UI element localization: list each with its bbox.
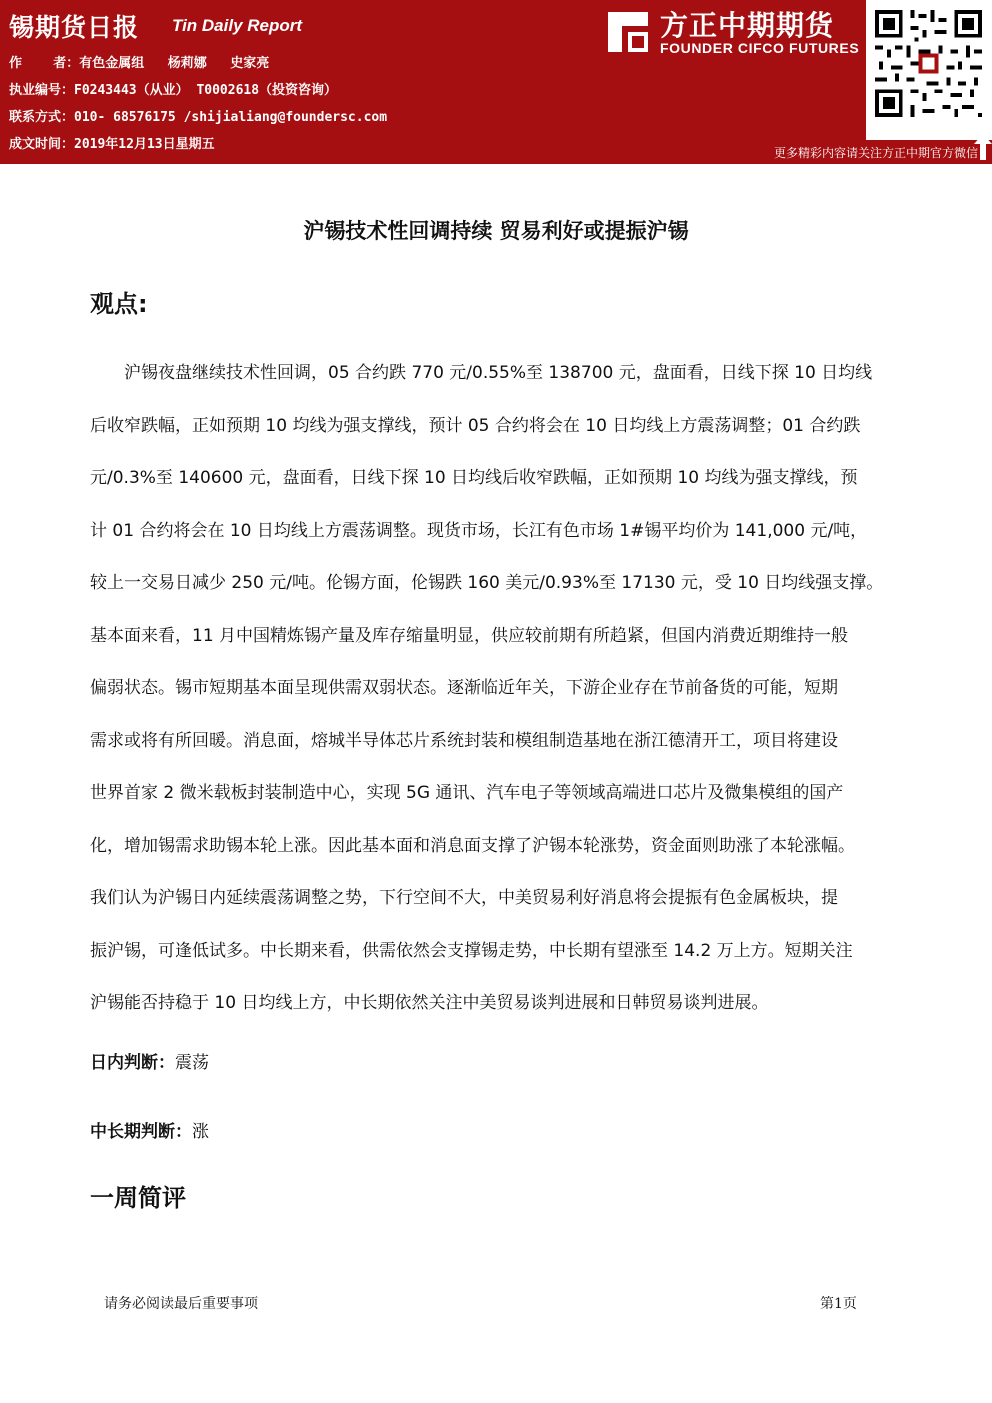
qr-code-icon[interactable]: [871, 6, 986, 121]
document-title: 沪锡技术性回调持续 贸易利好或提振沪锡: [303, 219, 689, 243]
brand-name-en: FOUNDER CIFCO FUTURES: [660, 40, 860, 56]
paragraph-line: 需求或将有所回暖。消息面，熔城半导体芯片系统封装和模组制造基地在浙江德清开工，项目将建设: [90, 730, 838, 751]
intraday-judgement: [90, 1048, 209, 1073]
intraday-label: 日内判断：: [90, 1053, 175, 1073]
paragraph-line: 化，增加锡需求助锡本轮上涨。因此基本面和消息面支撑了沪锡本轮涨势，资金面则助涨了本轮涨幅。: [90, 835, 855, 856]
page-number: 第1页: [820, 1296, 857, 1312]
paragraph-line: 元/0.3%至 140600 元，盘面看，日线下探 10 日均线后收窄跌幅，正如预期 10 均线为强支撑线，预: [90, 468, 858, 488]
paragraph-line: 沪锡夜盘继续技术性回调，05 合约跌 770 元/0.55%至 138700 元，盘面看，日线下探 10 日均线: [90, 363, 873, 383]
section-heading-view: 观点:: [90, 290, 148, 318]
section-heading-weekly: 一周简评: [90, 1184, 186, 1212]
report-title-en: Tin Daily Report: [172, 16, 303, 35]
paragraph-line: 计 01 合约将会在 10 日均线上方震荡调整。现货市场，长江有色市场 1#锡平均价为 141,000 元/吨，: [90, 520, 868, 541]
report-header: [0, 0, 866, 160]
report-title-cn: 锡期货日报: [9, 13, 140, 42]
intraday-value: 震荡: [175, 1053, 209, 1073]
view-paragraph: [90, 347, 904, 1030]
paragraph-line: 振沪锡，可逢低试多。中长期来看，供需依然会支撑锡走势，中长期有望涨至 14.2 万上方。短期关注: [90, 940, 853, 961]
arrow-up-icon: [974, 134, 992, 160]
paragraph-line: 世界首家 2 微米载板封装制造中心，实现 5G 通讯、汽车电子等领域高端进口芯片及微集模组的国产: [90, 783, 844, 803]
follow-wechat-text: 更多精彩内容请关注方正中期官方微信: [773, 146, 978, 160]
paragraph-line: 沪锡能否持稳于 10 日均线上方，中长期依然关注中美贸易谈判进展和日韩贸易谈判进展。: [90, 993, 769, 1013]
paragraph-line: 偏弱状态。锡市短期基本面呈现供需双弱状态。逐渐临近年关，下游企业存在节前备货的可能，短期: [90, 678, 838, 698]
longterm-judgement: [90, 1117, 209, 1142]
paragraph-line: 基本面来看，11 月中国精炼锡产量及库存缩量明显，供应较前期有所趋紧，但国内消费近期维持一般: [90, 625, 849, 646]
authors-line: 作 者：有色金属组 杨莉娜 史家亮: [9, 56, 270, 71]
founder-logo-icon: [604, 8, 652, 56]
longterm-value: 涨: [192, 1122, 209, 1142]
paragraph-line: 我们认为沪锡日内延续震荡调整之势，下行空间不大，中美贸易利好消息将会提振有色金属板块，提: [90, 888, 838, 908]
header-rule: [0, 160, 992, 164]
date-line: 成文时间：2019年12月13日星期五: [9, 137, 215, 152]
paragraph-line: 较上一交易日减少 250 元/吨。伦锡方面，伦锡跌 160 美元/0.93%至 17130 元，受 10 日均线强支撑。: [90, 573, 884, 593]
license-line: 执业编号：F0243443（从业） T0002618（投资咨询）: [9, 83, 338, 98]
paragraph-line: 后收窄跌幅，正如预期 10 均线为强支撑线，预计 05 合约将会在 10 日均线上方震荡调整；01 合约跌: [90, 415, 861, 436]
longterm-label: 中长期判断：: [90, 1122, 192, 1142]
footer-notice: 请务必阅读最后重要事项: [104, 1296, 258, 1312]
brand-name-cn: 方正中期期货: [660, 9, 835, 42]
contact-line: 联系方式：010- 68576175 /shijialiang@foundersc.com: [9, 110, 388, 125]
